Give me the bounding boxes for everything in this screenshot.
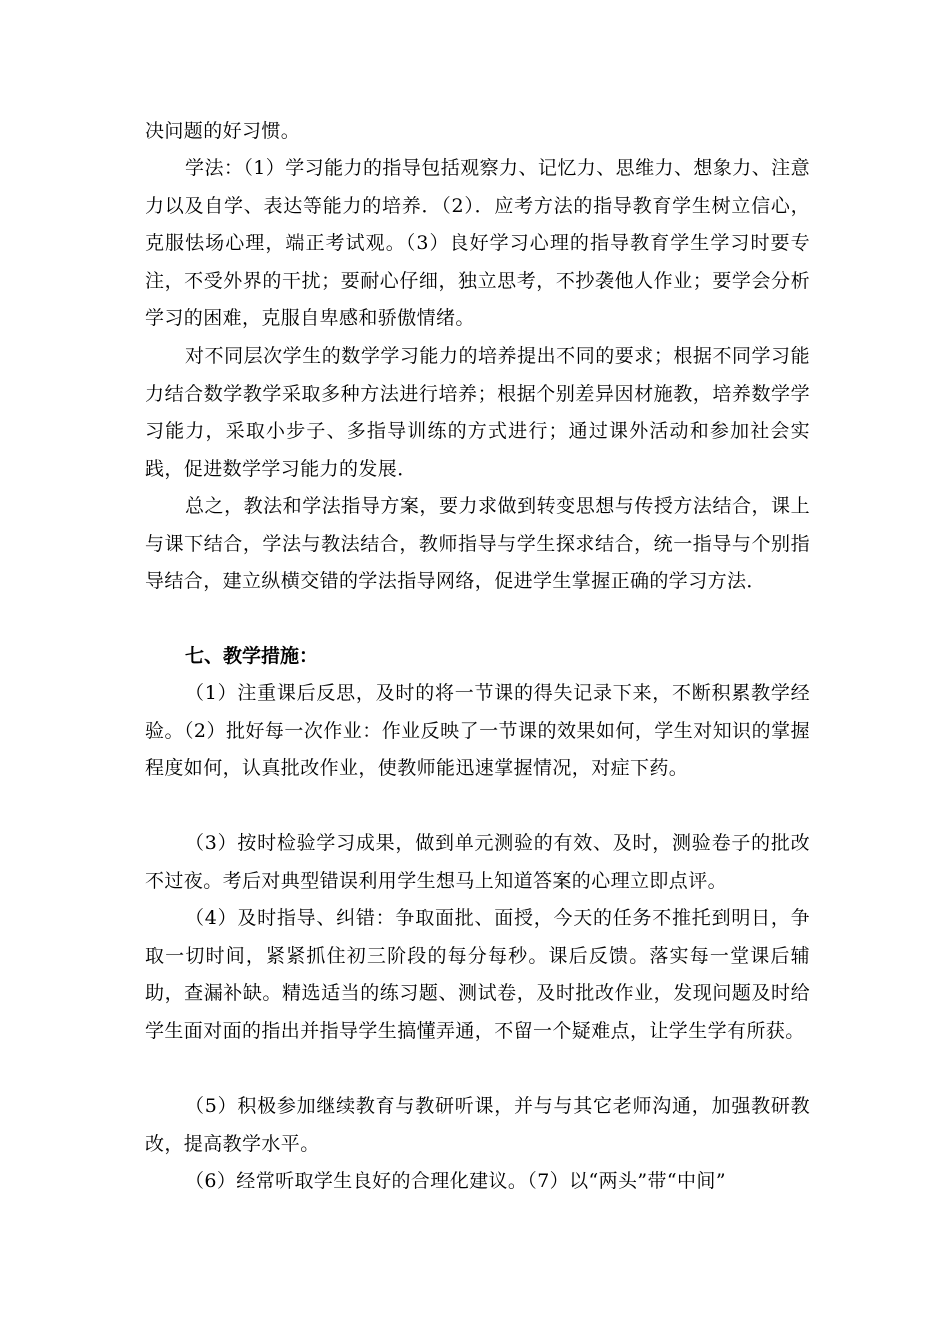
measure-item-6-7: （6）经常听取学生良好的合理化建议。（7）以“两头”带“中间” [185, 1170, 726, 1192]
measure-item-1-2: （1）注重课后反思，及时的将一节课的得失记录下来，不断积累教学经验。（2）批好每一次作业：作业反映了一节课的效果如何，学生对知识的掌握程度如何，认真批改作业，使教师能迅速掌握情况，对症下药。 [145, 682, 810, 779]
measure-item-4: （4）及时指导、纠错：争取面批、面授，今天的任务不推托到明日，争取一切时间，紧紧抓住初三阶段的每分每秒。课后反馈。落实每一堂课后辅助，查漏补缺。精选适当的练习题、测试卷，及时批改作业，发现问题及时给学生面对面的指出并指导学生搞懂弄通，不留一个疑难点，让学生学有所获。 [145, 907, 810, 1042]
measure-item-5: （5）积极参加继续教育与教研听课，并与与其它老师沟通，加强教研教改，提高教学水平。 [145, 1095, 810, 1155]
paragraph-summary: 总之，教法和学法指导方案，要力求做到转变思想与传授方法结合，课上与课下结合，学法与教法结合，教师指导与学生探求结合，统一指导与个别指导结合，建立纵横交错的学法指导网络，促进学生掌握正确的学习方法． [145, 495, 810, 592]
section-heading-measures: 七、教学措施： [185, 645, 319, 667]
paragraph-ability-levels: 对不同层次学生的数学学习能力的培养提出不同的要求；根据不同学习能力结合数学教学采取多种方法进行培养；根据个别差异因材施教，培养数学学习能力，采取小步子、多指导训练的方式进行；通过课外活动和参加社会实践，促进数学学习能力的发展． [145, 345, 810, 480]
paragraph-study-method: 学法：（1）学习能力的指导包括观察力、记忆力、思维力、想象力、注意力以及自学、表达等能力的培养．（2）．应考方法的指导教育学生树立信心，克服怯场心理，端正考试观。（3）良好学习心理的指导教育学生学习时要专注，不受外界的干扰；要耐心仔细，独立思考，不抄袭他人作业；要学会分析学习的困难，克服自卑感和骄傲情绪。 [145, 157, 810, 329]
measure-item-3: （3）按时检验学习成果，做到单元测验的有效、及时，测验卷子的批改不过夜。考后对典型错误利用学生想马上知道答案的心理立即点评。 [145, 832, 810, 892]
paragraph-continuation: 决问题的好习惯。 [145, 120, 301, 142]
